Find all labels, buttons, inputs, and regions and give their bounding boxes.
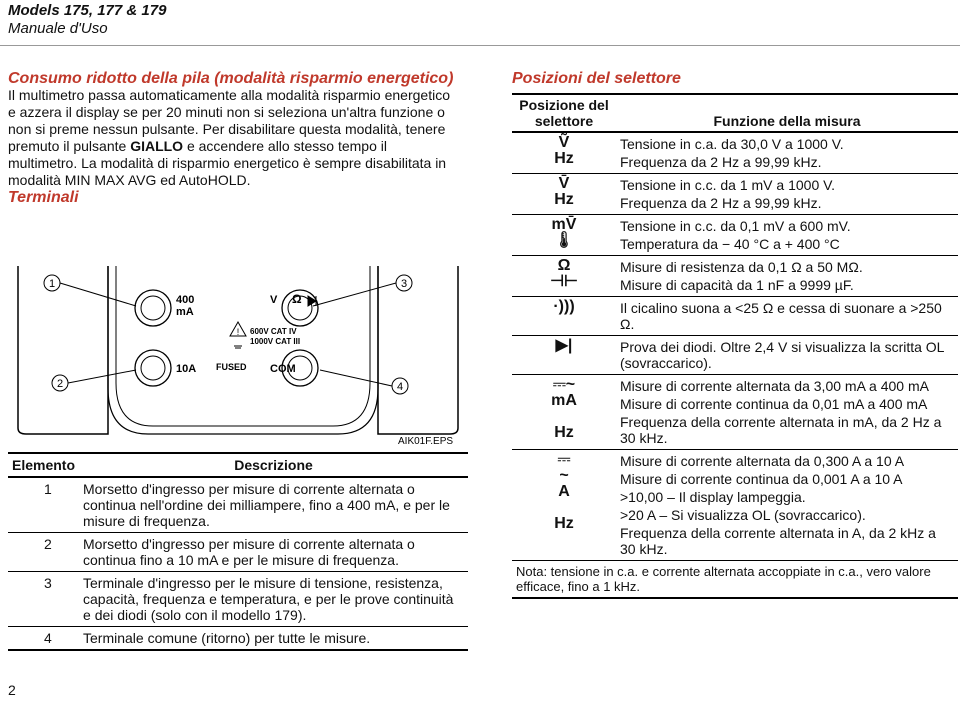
- terminals-title: Terminali: [8, 189, 79, 206]
- selector-function-line: Tensione in c.c. da 1 mV a 1000 V.: [620, 177, 836, 193]
- header-rule: [0, 45, 960, 46]
- left-column: [8, 70, 456, 206]
- table-row: [8, 477, 468, 533]
- col-header-function: Funzione della misura: [616, 94, 958, 132]
- selector-symbol-line: mV̄: [551, 216, 577, 233]
- warning-icon: !: [236, 327, 240, 337]
- selector-symbol-line: [516, 500, 612, 516]
- selector-symbol-line: V̄: [558, 175, 570, 192]
- selector-symbol-line: ⎓: [557, 451, 571, 468]
- callout-1: 1: [48, 278, 56, 290]
- selector-function-line: Temperatura da − 40 °C a + 400 °C: [620, 236, 840, 252]
- selector-function-line: Tensione in c.c. da 0,1 mV a 600 mV.: [620, 218, 851, 234]
- element-description: Terminale comune (ritorno) per tutte le misure.: [79, 627, 468, 651]
- table-row: [512, 132, 958, 174]
- selector-function-line: Misure di corrente alternata da 0,300 A a 10 A: [620, 453, 905, 469]
- selector-symbol-line: [516, 409, 612, 425]
- selector-function-line: Frequenza della corrente alternata in A, da 2 kHz a 30 kHz.: [620, 525, 936, 557]
- callout-3: 3: [400, 278, 408, 290]
- table-row: [512, 450, 958, 561]
- col-header-position: Posizione del selettore: [512, 94, 616, 132]
- selector-function-line: Misure di corrente alternata da 3,00 mA a 400 mA: [620, 378, 929, 394]
- table-row: [8, 533, 468, 572]
- selector-function: [616, 450, 958, 561]
- terminals-table: [8, 452, 468, 651]
- selector-function-line: Tensione in c.a. da 30,0 V a 1000 V.: [620, 136, 844, 152]
- table-row: [8, 627, 468, 651]
- selector-function-line: Misure di corrente continua da 0,01 mA a 400 mA: [620, 396, 928, 412]
- callout-4: 4: [396, 381, 404, 393]
- label-cat-iii: 1000V CAT III: [250, 337, 301, 346]
- selector-function-line: Misure di corrente continua da 0,001 A a 10 A: [620, 471, 903, 487]
- selector-table: [512, 93, 958, 561]
- selector-symbol-line: Ω: [557, 257, 571, 274]
- selector-symbol: [512, 174, 616, 215]
- element-number: 1: [8, 477, 79, 533]
- label-ohm: Ω: [292, 292, 302, 306]
- selector-symbol-line: ⊣⊢: [550, 273, 578, 290]
- table-row: [512, 174, 958, 215]
- selector-function-line: Frequenza della corrente alternata in mA, da 2 Hz a 30 kHz.: [620, 414, 942, 446]
- selector-function: [616, 336, 958, 375]
- power-saving-title: Consumo ridotto della pila (modalità risparmio energetico): [8, 70, 454, 87]
- terminals-diagram: [8, 258, 468, 448]
- selector-function-line: >20 A – Si visualizza OL (sovraccarico).: [620, 507, 866, 523]
- label-v: V: [270, 294, 278, 306]
- page-number: 2: [8, 682, 16, 698]
- label-cat-iv: 600V CAT IV: [250, 327, 297, 336]
- selector-symbol-line: Hz: [554, 424, 574, 441]
- table-row: [512, 256, 958, 297]
- selector-function: [616, 297, 958, 336]
- table-row: [512, 375, 958, 450]
- selector-symbol-line: ~: [559, 467, 569, 484]
- element-number: 4: [8, 627, 79, 651]
- selector-symbol-line: ·))): [553, 298, 575, 315]
- col-header-description: Descrizione: [79, 453, 468, 477]
- selector-symbol: [512, 336, 616, 375]
- selector-title: Posizioni del selettore: [512, 70, 681, 87]
- label-fused: FUSED: [216, 362, 247, 372]
- selector-function: [616, 174, 958, 215]
- table-row: [512, 297, 958, 336]
- selector-function-line: Il cicalino suona a <25 Ω e cessa di suonare a >250 Ω.: [620, 300, 942, 332]
- selector-function-line: Frequenza da 2 Hz a 99,99 kHz.: [620, 195, 822, 211]
- selector-symbol-line: Ṽ: [558, 134, 570, 151]
- power-saving-text: [8, 87, 456, 189]
- selector-symbol-line: ⎓~: [552, 376, 576, 393]
- power-saving-text-a: Il multimetro passa automaticamente alla modalità risparmio energetico e azzera il display se per 20 minuti non si seleziona un'altra funzione o non si preme nessun pulsante. Per disabilitare questa modalità, tenere premuto il pulsante: [8, 87, 450, 154]
- figure-id: AIK01F.EPS: [398, 436, 454, 447]
- selector-symbol-line: Hz: [554, 191, 574, 208]
- power-saving-text-b: e accendere allo stesso tempo il multimetro. La modalità di risparmio energetico è sempre disabilitata in modalità MIN MAX AVG ed AutoHOLD.: [8, 138, 447, 188]
- yellow-button-label: GIALLO: [130, 138, 184, 154]
- selector-symbol-line: ▶|: [555, 337, 573, 354]
- element-description: Morsetto d'ingresso per misure di corrente alternata o continua fino a 10 mA e per le misure di frequenza.: [79, 533, 468, 572]
- selector-symbol: [512, 215, 616, 256]
- element-description: Terminale d'ingresso per le misure di tensione, resistenza, capacità, frequenza e temperatura, e per le prove continuità e dei diodi (solo con il modello 179).: [79, 572, 468, 627]
- selector-function-line: Misure di resistenza da 0,1 Ω a 50 MΩ.: [620, 259, 863, 275]
- selector-function: [616, 132, 958, 174]
- element-number: 3: [8, 572, 79, 627]
- selector-function: [616, 375, 958, 450]
- table-row: [8, 572, 468, 627]
- selector-symbol-line: Hz: [554, 150, 574, 167]
- manual-title: Models 175, 177 & 179: [8, 2, 167, 19]
- selector-function-line: Misure di capacità da 1 nF a 9999 µF.: [620, 277, 854, 293]
- selector-function: [616, 256, 958, 297]
- selector-symbol: [512, 132, 616, 174]
- right-column: [512, 70, 958, 599]
- selector-note: Nota: tensione in c.a. e corrente alternata accoppiate in c.a., vero valore efficace, fino a 1 kHz.: [512, 561, 958, 599]
- selector-symbol-line: mA: [551, 392, 577, 409]
- selector-function-line: >10,00 – Il display lampeggia.: [620, 489, 806, 505]
- selector-symbol-line: Hz: [554, 515, 574, 532]
- selector-symbol: [512, 297, 616, 336]
- selector-symbol-line: 🌡: [553, 232, 575, 249]
- page-header: [8, 2, 166, 38]
- element-number: 2: [8, 533, 79, 572]
- manual-subtitle: Manuale d'Uso: [8, 20, 108, 37]
- label-ma: mA: [176, 306, 194, 318]
- selector-symbol: [512, 375, 616, 450]
- selector-function-line: Frequenza da 2 Hz a 99,99 kHz.: [620, 154, 822, 170]
- selector-symbol: [512, 450, 616, 561]
- table-row: [512, 215, 958, 256]
- selector-symbol: [512, 256, 616, 297]
- col-header-element: Elemento: [8, 453, 79, 477]
- label-com: COM: [270, 363, 296, 375]
- label-400: 400: [176, 294, 195, 306]
- selector-function: [616, 215, 958, 256]
- element-description: Morsetto d'ingresso per misure di corrente alternata o continua nell'ordine dei milliampere, fino a 400 mA, e per le misure di frequenza.: [79, 477, 468, 533]
- table-row: [512, 336, 958, 375]
- selector-symbol-line: A: [558, 483, 570, 500]
- selector-function-line: Prova dei diodi. Oltre 2,4 V si visualizza la scritta OL (sovraccarico).: [620, 339, 944, 371]
- label-10a: 10A: [176, 363, 197, 375]
- callout-2: 2: [56, 378, 64, 390]
